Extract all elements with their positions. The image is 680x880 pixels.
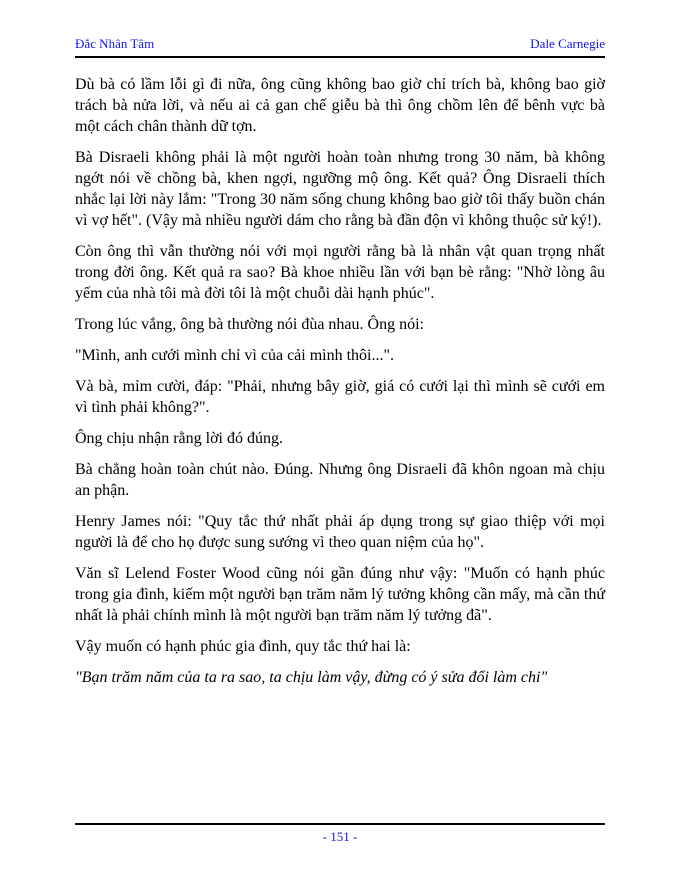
page-number: - 151 - [322, 829, 358, 844]
paragraph: Bà Disraeli không phải là một người hoàn toàn nhưng trong 30 năm, bà không ngớt nói về chồng bà, khen ngợi, ngưỡng mộ ông. Kết quả? Ông Disraeli thích nhắc lại lời này lắm: "Trong 30 năm sống chung không bao giờ tôi thấy buồn chán vì vợ hết". (Vậy mà nhiều người dám cho rằng bà đần độn vì không thuộc sử ký!). [75, 149, 605, 229]
paragraph: Bà chẳng hoàn toàn chút nào. Đúng. Nhưng ông Disraeli đã khôn ngoan mà chịu an phận. [75, 461, 605, 499]
header-book-title: Đắc Nhân Tâm [75, 36, 155, 51]
page-footer [75, 829, 605, 845]
paragraph: Ông chịu nhận rằng lời đó đúng. [75, 430, 283, 447]
paragraph: Dù bà có lầm lỗi gì đi nữa, ông cũng không bao giờ chỉ trích bà, không bao giờ trách bà nửa lời, và nếu ai cả gan chế giễu bà thì ông chồm lên để bênh vực bà một cách chân thành dữ tợn. [75, 76, 605, 135]
paragraph: Trong lúc vắng, ông bà thường nói đùa nhau. Ông nói: [75, 316, 424, 333]
header-author: Dale Carnegie [530, 36, 605, 51]
paragraph: "Mình, anh cưới mình chỉ vì của cải mình thôi...". [75, 347, 395, 364]
page-header [75, 36, 605, 58]
page-body [75, 74, 605, 698]
rule-quote-paragraph: "Bạn trăm năm của ta ra sao, ta chịu làm vậy, đừng có ý sửa đổi làm chi" [75, 669, 548, 686]
paragraph: Henry James nói: "Quy tắc thứ nhất phải áp dụng trong sự giao thiệp với mọi người là để cho họ được sung sướng vì theo quan niệm của họ". [75, 513, 605, 551]
paragraph: Văn sĩ Lelend Foster Wood cũng nói gần đúng như vậy: "Muốn có hạnh phúc trong gia đình, kiếm một người bạn trăm năm lý tưởng không cần mấy, mà cần thứ nhất là phải chính mình là một người bạn trăm năm lý tưởng đã". [75, 565, 605, 624]
paragraph: Và bà, mỉm cười, đáp: "Phải, nhưng bây giờ, giá có cưới lại thì mình sẽ cưới em vì tình phải không?". [75, 378, 605, 416]
footer-rule [75, 823, 605, 825]
paragraph: Vậy muốn có hạnh phúc gia đình, quy tắc thứ hai là: [75, 638, 411, 655]
paragraph: Còn ông thì vẫn thường nói với mọi người rằng bà là nhân vật quan trọng nhất trong đời ông. Kết quả ra sao? Bà khoe nhiều lần với bạn bè rằng: "Nhờ lòng âu yếm của nhà tôi mà đời tôi là một chuỗi dài hạnh phúc". [75, 243, 605, 302]
